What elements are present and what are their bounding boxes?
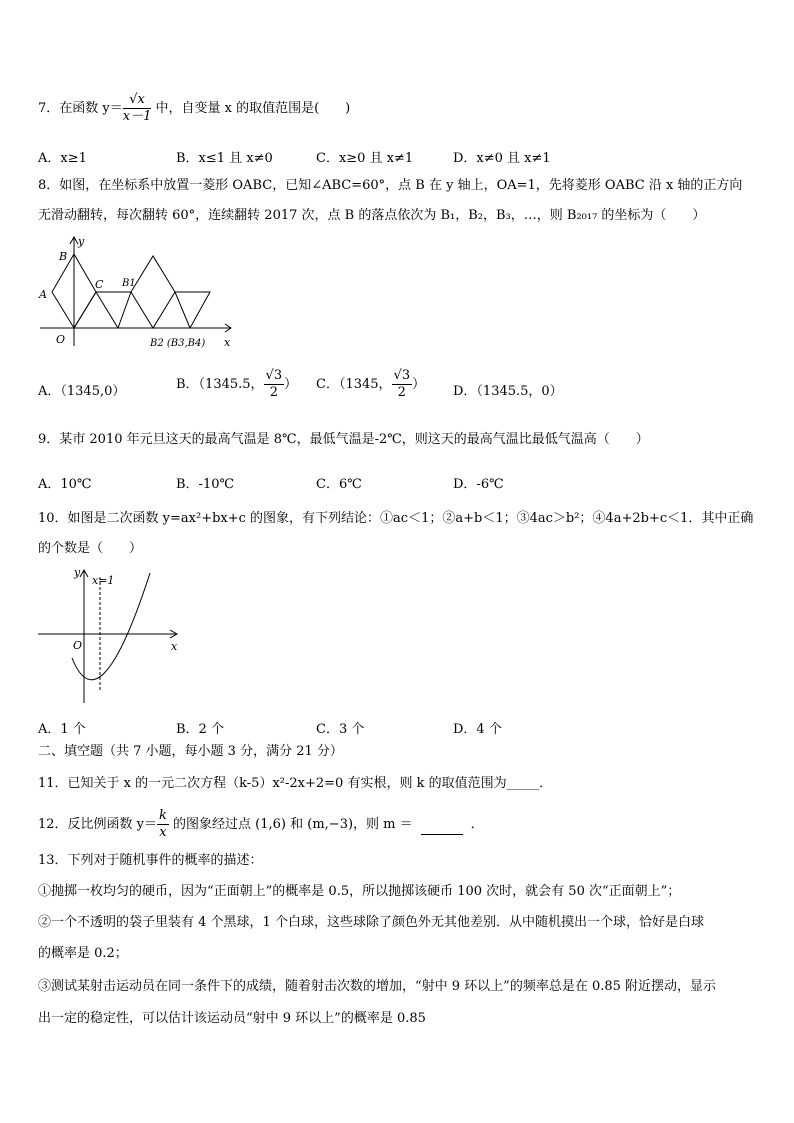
q7-stem — [38, 92, 350, 125]
q10-parabola-figure — [34, 563, 184, 708]
q8-rhombus-figure — [34, 232, 244, 352]
q8-fig-label-b: B — [59, 250, 68, 263]
q13-item2-line2: 的概率是 0.2； — [38, 946, 128, 961]
q7-frac-num: √x — [123, 92, 152, 109]
q8-option-c-frac-num: √3 — [393, 368, 411, 383]
q10-fig-label-o: O — [73, 639, 83, 652]
q10-option-d: D．4 个 — [453, 722, 502, 737]
q7-suffix: 中，自变量 x 的取值范围是( ) — [151, 101, 351, 116]
q12-frac-num: k — [159, 808, 167, 823]
q12-suffix: ． — [470, 817, 484, 832]
q10-fig-label-y: y — [74, 566, 81, 579]
q8-option-d: D．（1345.5，0） — [453, 384, 563, 399]
q8-option-c-fraction — [392, 368, 413, 401]
q8-option-b-fraction — [264, 368, 285, 401]
q8-option-c-frac-den: 2 — [397, 385, 406, 400]
q10-line2: 的个数是（ ） — [38, 541, 143, 556]
q7-frac-den: x－1 — [122, 109, 152, 124]
q8-option-c-prefix: C．（1345， — [316, 377, 392, 392]
q8-fig-label-c: C — [95, 278, 104, 291]
q13-item3-line1: ③测试某射击运动员在同一条件下的成绩，随着射击次数的增加，“射中 9 环以上”的频率总是在 0.85 附近摆动，显示 — [38, 979, 717, 994]
q8-fig-label-o: O — [56, 333, 66, 346]
q8-option-c-suffix: ） — [412, 377, 426, 392]
q12-answer-blank — [421, 816, 463, 835]
q9-stem: 9．某市 2010 年元旦这天的最高气温是 8℃，最低气温是-2℃，则这天的最高气温比最低气温高（ ） — [38, 432, 649, 447]
q8-line2: 无滑动翻转，每次翻转 60°，连续翻转 2017 次，点 B 的落点依次为 B₁，B₂，B₃，…，则 B₂₀₁₇ 的坐标为（ ） — [38, 208, 706, 223]
q8-line1: 8．如图，在坐标系中放置一菱形 OABC，已知∠ABC=60°，点 B 在 y 轴上，OA=1，先将菱形 OABC 沿 x 轴的正方向 — [38, 178, 743, 193]
q8-fig-label-y: y — [78, 235, 85, 248]
q12-frac-den: x — [159, 825, 167, 840]
section-heading-fill-in: 二、填空题（共 7 小题，每小题 3 分，满分 21 分） — [38, 744, 343, 759]
q8-option-a: A．（1345,0） — [38, 384, 126, 399]
q7-option-d: D．x≠0 且 x≠1 — [453, 151, 551, 166]
q8-fig-label-a: A — [39, 288, 47, 301]
q13-title: 13．下列对于随机事件的概率的描述： — [38, 853, 263, 868]
q7-option-b: B．x≤1 且 x≠0 — [176, 151, 273, 166]
q12-stem — [38, 808, 484, 841]
q9-option-a: A．10℃ — [38, 477, 92, 492]
q7-option-c: C．x≥0 且 x≠1 — [316, 151, 414, 166]
q8-fig-label-x: x — [224, 336, 231, 349]
q8-option-b-suffix: ） — [284, 377, 298, 392]
q7-prefix: 7．在函数 y＝ — [38, 101, 123, 116]
q7-fraction — [123, 92, 152, 125]
q10-fig-label-axis: x=1 — [92, 574, 115, 587]
q9-option-d: D．-6℃ — [453, 477, 504, 492]
q8-option-c — [316, 368, 425, 401]
q12-prefix: 12．反比例函数 y＝ — [38, 817, 158, 832]
q8-fig-label-b2: B2 (B3,B4) — [150, 338, 206, 349]
q11-stem: 11．已知关于 x 的一元二次方程（k-5）x²-2x+2=0 有实根，则 k 的取值范围为_____． — [38, 776, 553, 791]
q8-option-b — [176, 368, 297, 401]
q7-option-a: A．x≥1 — [38, 151, 87, 166]
q13-item1: ①抛掷一枚均匀的硬币，因为“正面朝上”的概率是 0.5，所以抛掷该硬币 100 次时，就会有 50 次“正面朝上”； — [38, 884, 681, 899]
q10-fig-label-x: x — [171, 640, 178, 653]
q10-option-b: B．2 个 — [176, 722, 224, 737]
q9-option-c: C．6℃ — [316, 477, 362, 492]
q9-option-b: B．-10℃ — [176, 477, 235, 492]
q8-fig-label-b1: B1 — [122, 278, 136, 289]
q12-fraction — [157, 808, 169, 841]
q8-option-b-prefix: B．（1345.5， — [176, 377, 264, 392]
q8-option-b-frac-den: 2 — [269, 385, 278, 400]
q10-option-a: A．1 个 — [38, 722, 86, 737]
q10-option-c: C．3 个 — [316, 722, 365, 737]
q13-item3-line2: 出一定的稳定性，可以估计该运动员“射中 9 环以上”的概率是 0.85 — [38, 1011, 426, 1026]
q10-line1: 10．如图是二次函数 y=ax²+bx+c 的图象，有下列结论：①ac＜1；②a+b＜1；③4ac＞b²；④4a+2b+c＜1．其中正确 — [38, 511, 754, 526]
q12-middle: 的图象经过点 (1,6) 和 (m,−3)，则 m ＝ — [168, 817, 413, 832]
q8-option-b-frac-num: √3 — [265, 368, 283, 383]
q13-item2-line1: ②一个不透明的袋子里装有 4 个黑球，1 个白球，这些球除了颜色外无其他差别．从中随机摸出一个球，恰好是白球 — [38, 915, 704, 930]
